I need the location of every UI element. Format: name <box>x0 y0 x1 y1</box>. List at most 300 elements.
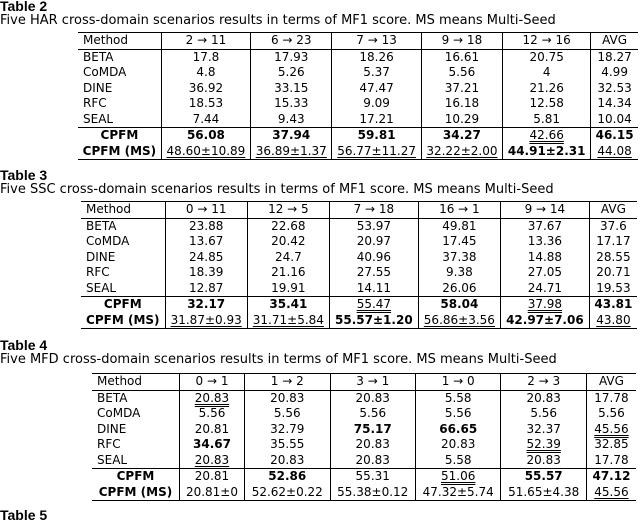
score-cell: 17.17 <box>596 234 631 249</box>
score-cell: 5.56 <box>448 65 476 80</box>
table-cell <box>81 281 165 297</box>
score-cell: 5.56 <box>273 406 301 421</box>
table-cell <box>332 81 421 97</box>
column-header: 1 → 0 <box>415 374 500 391</box>
score-cell: 13.36 <box>527 234 563 249</box>
column-header: 6 → 23 <box>251 33 332 50</box>
score-cell: 52.39 <box>526 437 561 452</box>
score-cell: 10.29 <box>444 111 480 126</box>
score-cell: 49.81 <box>442 218 477 233</box>
table-cell <box>251 112 332 128</box>
score-cell: 35.41 <box>269 297 308 312</box>
score-cell: 4.8 <box>196 65 216 80</box>
table-cell <box>421 96 502 112</box>
table-row <box>81 265 637 281</box>
score-cell: 43.80 <box>596 312 631 327</box>
table-cell <box>501 469 586 485</box>
table-3 <box>81 201 637 329</box>
score-cell: 36.89±1.37 <box>255 143 327 158</box>
table-cell <box>92 406 179 422</box>
table-cell <box>78 144 161 160</box>
table-row <box>92 390 636 406</box>
table-cell <box>586 485 636 501</box>
score-cell: 20.71 <box>596 265 631 280</box>
table-row <box>78 96 638 112</box>
table-cell <box>161 144 250 160</box>
table-cell <box>329 250 418 266</box>
table-row <box>92 453 636 469</box>
score-cell: 28.55 <box>596 249 631 264</box>
score-cell: 20.97 <box>356 234 392 249</box>
table-cell <box>81 218 165 234</box>
score-cell: 24.85 <box>188 249 224 264</box>
table-cell <box>247 265 329 281</box>
table-cell <box>78 65 161 81</box>
column-header: 2 → 11 <box>161 33 250 50</box>
table-cell <box>329 313 418 329</box>
column-header: 1 → 2 <box>245 374 330 391</box>
table-cell <box>415 469 500 485</box>
score-cell: 55.31 <box>355 469 390 484</box>
table-cell <box>589 234 637 250</box>
table-cell <box>332 65 421 81</box>
table-cell <box>251 81 332 97</box>
table-cell <box>92 485 179 501</box>
table-cell <box>330 406 415 422</box>
table-cell <box>500 234 589 250</box>
score-cell: 17.21 <box>359 111 394 126</box>
table-row <box>81 250 637 266</box>
score-cell: 20.42 <box>271 234 306 249</box>
score-cell: 17.8 <box>192 49 220 64</box>
method-name: CPFM <box>100 128 139 143</box>
table-2-caption: Five HAR cross-domain scenarios results in terms of MF1 score. MS means Multi-Seed <box>0 13 556 28</box>
score-cell: 9.09 <box>363 96 390 111</box>
column-header: 12 → 5 <box>247 202 329 219</box>
table-cell <box>332 112 421 128</box>
table-3-caption: Five SSC cross-domain scenarios results in terms of MF1 score. MS means Multi-Seed <box>0 182 554 197</box>
column-header: AVG <box>586 374 636 391</box>
table-cell <box>589 218 637 234</box>
score-cell: 42.97±7.06 <box>506 312 584 327</box>
column-header: 9 → 14 <box>500 202 589 219</box>
method-name: BETA <box>97 390 128 405</box>
table-2 <box>78 32 638 160</box>
table-cell <box>329 281 418 297</box>
header-row <box>92 374 636 391</box>
table-cell <box>251 65 332 81</box>
table-cell <box>501 453 586 469</box>
table-cell <box>418 218 500 234</box>
column-header: Method <box>92 374 179 391</box>
table-cell <box>247 281 329 297</box>
table-cell <box>330 469 415 485</box>
method-name: RFC <box>86 265 110 280</box>
table-cell <box>247 297 329 313</box>
column-header: Method <box>78 33 161 50</box>
score-cell: 21.16 <box>271 265 306 280</box>
method-name: CPFM (MS) <box>86 312 160 327</box>
table-cell <box>421 65 502 81</box>
table-cell <box>161 81 250 97</box>
score-cell: 5.56 <box>444 406 472 421</box>
table-row <box>78 112 638 128</box>
table-cell <box>501 437 586 453</box>
header-row <box>81 202 637 219</box>
score-cell: 55.47 <box>356 297 392 312</box>
score-cell: 32.37 <box>526 421 561 436</box>
table-cell <box>586 406 636 422</box>
method-name: SEAL <box>83 111 114 126</box>
table-cell <box>500 297 589 313</box>
score-cell: 55.57 <box>524 469 563 484</box>
score-cell: 35.55 <box>270 437 305 452</box>
table-cell <box>245 406 330 422</box>
table-cell <box>161 65 250 81</box>
table-row <box>92 422 636 438</box>
score-cell: 32.22±2.00 <box>426 143 498 158</box>
table-cell <box>81 250 165 266</box>
table-cell <box>81 265 165 281</box>
table-row <box>81 297 637 313</box>
score-cell: 9.38 <box>446 265 473 280</box>
score-cell: 7.44 <box>192 111 220 126</box>
table-cell <box>247 250 329 266</box>
method-name: CoMDA <box>86 234 130 249</box>
score-cell: 27.05 <box>527 265 563 280</box>
score-cell: 56.77±11.27 <box>337 143 416 158</box>
table-3-title: Table 3 <box>0 167 48 183</box>
score-cell: 18.39 <box>188 265 224 280</box>
table-cell <box>421 49 502 65</box>
score-cell: 47.32±5.74 <box>422 484 494 499</box>
score-cell: 53.97 <box>356 218 392 233</box>
table-cell <box>92 437 179 453</box>
table-cell <box>81 313 165 329</box>
method-name: DINE <box>86 249 116 264</box>
table-cell <box>586 422 636 438</box>
table-cell <box>332 49 421 65</box>
table-4 <box>92 373 636 501</box>
table-cell <box>329 297 418 313</box>
method-name: DINE <box>83 80 113 95</box>
table-cell <box>503 81 591 97</box>
score-cell: 40.96 <box>356 249 392 264</box>
score-cell: 10.04 <box>597 111 632 126</box>
table-cell <box>415 453 500 469</box>
table-row <box>81 313 637 329</box>
table-cell <box>165 265 247 281</box>
score-cell: 32.17 <box>187 297 226 312</box>
score-cell: 5.58 <box>444 452 472 467</box>
table-cell <box>179 485 244 501</box>
table-cell <box>165 281 247 297</box>
table-cell <box>501 406 586 422</box>
column-header: Method <box>81 202 165 219</box>
table-cell <box>245 485 330 501</box>
table-cell <box>591 144 638 160</box>
table-cell <box>418 313 500 329</box>
score-cell: 19.91 <box>271 280 306 295</box>
score-cell: 51.65±4.38 <box>508 484 580 499</box>
column-header: AVG <box>591 33 638 50</box>
score-cell: 5.56 <box>530 406 558 421</box>
table-cell <box>251 49 332 65</box>
table-cell <box>165 313 247 329</box>
table-cell <box>589 265 637 281</box>
header-row <box>78 33 638 50</box>
score-cell: 51.06 <box>441 469 476 484</box>
score-cell: 5.56 <box>359 406 387 421</box>
score-cell: 24.7 <box>275 249 302 264</box>
score-cell: 23.88 <box>188 218 224 233</box>
table-cell <box>591 49 638 65</box>
score-cell: 16.61 <box>444 49 480 64</box>
table-cell <box>179 406 244 422</box>
table-cell <box>586 390 636 406</box>
score-cell: 20.83 <box>441 437 476 452</box>
table-cell <box>245 469 330 485</box>
method-name: CoMDA <box>83 65 127 80</box>
score-cell: 26.06 <box>442 280 477 295</box>
score-cell: 12.58 <box>529 96 564 111</box>
table-cell <box>503 96 591 112</box>
method-name: CPFM <box>116 469 155 484</box>
table-row <box>92 469 636 485</box>
column-header: 16 → 1 <box>418 202 500 219</box>
score-cell: 20.83 <box>270 452 305 467</box>
table-cell <box>418 281 500 297</box>
table-cell <box>78 112 161 128</box>
column-header: 0 → 11 <box>165 202 247 219</box>
score-cell: 4 <box>542 65 551 80</box>
table-cell <box>81 234 165 250</box>
table-cell <box>421 81 502 97</box>
table-cell <box>418 250 500 266</box>
table-cell <box>332 128 421 144</box>
table-cell <box>586 437 636 453</box>
score-cell: 37.67 <box>527 218 563 233</box>
table-5-title: Table 5 <box>0 507 48 523</box>
score-cell: 5.26 <box>277 65 305 80</box>
table-cell <box>591 112 638 128</box>
table-cell <box>500 281 589 297</box>
score-cell: 52.62±0.22 <box>251 484 323 499</box>
table-cell <box>165 250 247 266</box>
table-cell <box>332 96 421 112</box>
score-cell: 17.93 <box>274 49 309 64</box>
table-cell <box>500 218 589 234</box>
table-cell <box>329 265 418 281</box>
table-cell <box>503 128 591 144</box>
score-cell: 14.11 <box>356 280 392 295</box>
table-cell <box>589 250 637 266</box>
table-cell <box>500 265 589 281</box>
table-cell <box>165 234 247 250</box>
score-cell: 24.71 <box>527 280 563 295</box>
table-cell <box>586 453 636 469</box>
score-cell: 66.65 <box>439 421 478 436</box>
table-row <box>78 128 638 144</box>
column-header: 3 → 1 <box>330 374 415 391</box>
table-cell <box>161 112 250 128</box>
method-name: RFC <box>97 437 121 452</box>
score-cell: 22.68 <box>271 218 306 233</box>
table-cell <box>591 128 638 144</box>
table-cell <box>245 453 330 469</box>
column-header: 7 → 18 <box>329 202 418 219</box>
table-cell <box>330 437 415 453</box>
table-cell <box>415 485 500 501</box>
score-cell: 14.88 <box>527 249 563 264</box>
table-row <box>81 281 637 297</box>
score-cell: 20.81±0 <box>185 484 238 499</box>
score-cell: 45.56 <box>594 421 629 436</box>
score-cell: 56.08 <box>186 128 225 143</box>
column-header: AVG <box>589 202 637 219</box>
table-cell <box>251 144 332 160</box>
table-cell <box>161 128 250 144</box>
table-cell <box>78 81 161 97</box>
score-cell: 5.56 <box>198 406 226 421</box>
table-cell <box>92 390 179 406</box>
score-cell: 5.37 <box>363 65 390 80</box>
table-cell <box>81 297 165 313</box>
score-cell: 43.81 <box>594 297 633 312</box>
table-cell <box>591 81 638 97</box>
table-cell <box>330 485 415 501</box>
method-name: BETA <box>86 218 117 233</box>
table-cell <box>591 96 638 112</box>
score-cell: 18.26 <box>359 49 394 64</box>
score-cell: 42.66 <box>529 128 564 143</box>
table-cell <box>161 96 250 112</box>
method-name: CPFM (MS) <box>82 143 157 158</box>
table-cell <box>589 297 637 313</box>
table-4-caption: Five MFD cross-domain scenarios results in terms of MF1 score. MS means Multi-Seed <box>0 352 557 367</box>
table-cell <box>92 453 179 469</box>
table-cell <box>330 422 415 438</box>
table-cell <box>332 144 421 160</box>
table-cell <box>251 128 332 144</box>
table-cell <box>179 469 244 485</box>
score-cell: 52.86 <box>268 469 307 484</box>
score-cell: 12.87 <box>188 280 224 295</box>
column-header: 7 → 13 <box>332 33 421 50</box>
score-cell: 44.08 <box>597 143 632 158</box>
table-cell <box>245 437 330 453</box>
score-cell: 31.87±0.93 <box>170 312 242 327</box>
column-header: 0 → 1 <box>179 374 244 391</box>
score-cell: 17.78 <box>594 390 629 405</box>
score-cell: 20.83 <box>355 437 390 452</box>
table-cell <box>251 96 332 112</box>
table-cell <box>500 313 589 329</box>
table-cell <box>329 218 418 234</box>
table-cell <box>415 390 500 406</box>
table-cell <box>330 453 415 469</box>
table-cell <box>415 406 500 422</box>
score-cell: 33.15 <box>274 80 309 95</box>
score-cell: 4.99 <box>601 65 628 80</box>
score-cell: 46.15 <box>595 128 634 143</box>
table-row <box>78 144 638 160</box>
table-cell <box>179 437 244 453</box>
table-cell <box>500 250 589 266</box>
table-cell <box>245 390 330 406</box>
score-cell: 20.83 <box>270 390 305 405</box>
score-cell: 56.86±3.56 <box>423 312 495 327</box>
score-cell: 16.18 <box>444 96 480 111</box>
method-name: BETA <box>83 49 114 64</box>
score-cell: 47.12 <box>592 469 631 484</box>
table-cell <box>415 437 500 453</box>
table-cell <box>503 112 591 128</box>
table-cell <box>329 234 418 250</box>
table-cell <box>247 218 329 234</box>
table-row <box>92 437 636 453</box>
table-cell <box>421 128 502 144</box>
table-row <box>78 49 638 65</box>
table-row <box>78 81 638 97</box>
score-cell: 27.55 <box>356 265 392 280</box>
score-cell: 32.53 <box>597 80 632 95</box>
method-name: RFC <box>83 96 107 111</box>
table-cell <box>501 422 586 438</box>
score-cell: 34.27 <box>442 128 481 143</box>
table-cell <box>589 281 637 297</box>
table-cell <box>589 313 637 329</box>
table-cell <box>591 65 638 81</box>
score-cell: 18.27 <box>597 49 632 64</box>
table-cell <box>586 469 636 485</box>
score-cell: 20.83 <box>526 452 561 467</box>
score-cell: 32.85 <box>594 437 629 452</box>
score-cell: 5.56 <box>598 406 625 421</box>
score-cell: 45.56 <box>594 484 629 499</box>
score-cell: 20.75 <box>529 49 564 64</box>
table-cell <box>421 112 502 128</box>
table-cell <box>418 234 500 250</box>
table-row <box>92 406 636 422</box>
table-cell <box>245 422 330 438</box>
method-name: SEAL <box>86 280 117 295</box>
score-cell: 5.58 <box>444 390 472 405</box>
column-header: 9 → 18 <box>421 33 502 50</box>
table-4-title: Table 4 <box>0 337 48 353</box>
score-cell: 32.79 <box>270 421 305 436</box>
table-cell <box>179 453 244 469</box>
score-cell: 37.94 <box>272 128 311 143</box>
table-cell <box>501 390 586 406</box>
score-cell: 37.6 <box>600 218 627 233</box>
table-row <box>81 234 637 250</box>
score-cell: 37.21 <box>444 80 480 95</box>
score-cell: 21.26 <box>529 80 564 95</box>
score-cell: 75.17 <box>353 421 392 436</box>
table-cell <box>330 390 415 406</box>
table-cell <box>78 128 161 144</box>
table-row <box>92 485 636 501</box>
score-cell: 37.38 <box>442 249 477 264</box>
table-cell <box>165 297 247 313</box>
score-cell: 48.60±10.89 <box>166 143 246 158</box>
table-cell <box>418 265 500 281</box>
method-name: CPFM <box>103 297 142 312</box>
table-cell <box>418 297 500 313</box>
table-cell <box>503 144 591 160</box>
score-cell: 9.43 <box>277 111 305 126</box>
